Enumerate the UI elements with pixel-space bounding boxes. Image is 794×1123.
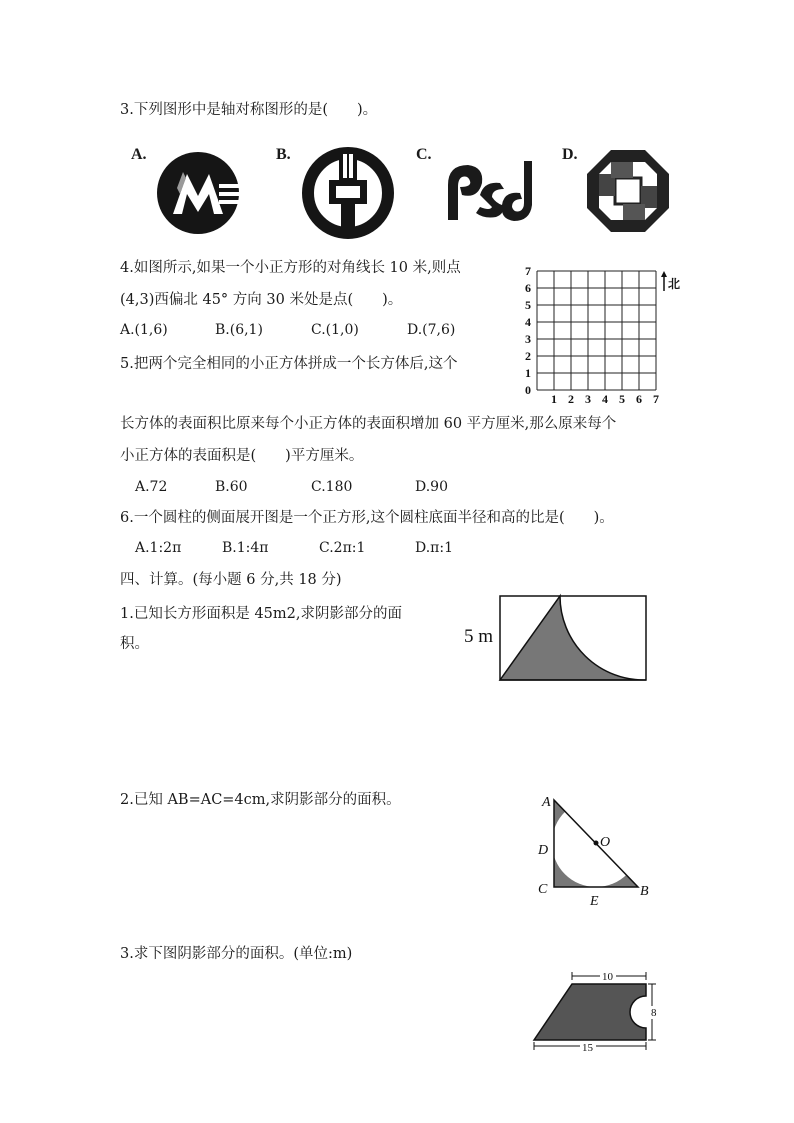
grid-x-tick-3: 3 — [585, 392, 591, 406]
grid-y-tick-5: 5 — [525, 298, 531, 312]
s4-p2-text: 2.已知 AB=AC=4cm,求阴影部分的面积。 — [120, 792, 401, 808]
q3-option-b-label: B. — [276, 146, 291, 163]
q5-choice-d: D.90 — [415, 479, 448, 495]
grid-y-tick-7: 7 — [525, 264, 531, 278]
point-b-label: B — [640, 884, 649, 899]
grid-x-tick-5: 5 — [619, 392, 625, 406]
dim-top-label: 10 — [602, 971, 613, 983]
s4-p3-text: 3.求下图阴影部分的面积。(单位:m) — [120, 946, 353, 962]
rectangle-shaded-figure — [460, 590, 655, 690]
q6-choice-d: D.π:1 — [415, 540, 454, 556]
q3-option-a-label: A. — [131, 146, 147, 163]
rect-height-label: 5 m — [464, 626, 494, 647]
q5-text-line1: 5.把两个完全相同的小正方体拼成一个长方体后,这个 — [120, 356, 458, 372]
q3-text: 3.下列图形中是轴对称图形的是( )。 — [120, 102, 378, 118]
q5-choice-c: C.180 — [311, 479, 353, 495]
q5-choice-b: B.60 — [215, 479, 248, 495]
grid-x-tick-1: 1 — [551, 392, 557, 406]
q4-text-line2: (4,3)西偏北 45° 方向 30 米处是点( )。 — [120, 292, 403, 308]
grid-x-tick-2: 2 — [568, 392, 574, 406]
grid-x-tick-4: 4 — [602, 392, 608, 406]
north-label: 北 — [668, 277, 681, 291]
q5-choice-a: A.72 — [135, 479, 168, 495]
point-a-label: A — [542, 795, 551, 810]
grid-y-tick-2: 2 — [525, 349, 531, 363]
metro-logo-icon — [155, 148, 245, 238]
point-d-label: D — [538, 843, 549, 858]
s4-p1-line2: 积。 — [120, 636, 149, 652]
grid-y-tick-4: 4 — [525, 315, 531, 329]
q6-text: 6.一个圆柱的侧面展开图是一个正方形,这个圆柱底面半径和高的比是( )。 — [120, 510, 614, 526]
q5-text-line2: 长方体的表面积比原来每个小正方体的表面积增加 60 平方厘米,那么原来每个 — [120, 416, 617, 432]
s4-p1-line1: 1.已知长方形面积是 45m2,求阴影部分的面 — [120, 606, 402, 622]
section4-heading: 四、计算。(每小题 6 分,共 18 分) — [120, 572, 342, 588]
dim-bottom-label: 15 — [582, 1042, 593, 1054]
octagon-logo-icon — [585, 148, 671, 234]
q4-choice-d: D.(7,6) — [407, 322, 456, 338]
q6-choice-a: A.1:2π — [135, 540, 182, 556]
q3-option-c-label: C. — [416, 146, 432, 163]
coordinate-grid-figure — [520, 265, 680, 405]
grid-y-tick-1: 1 — [525, 366, 531, 380]
q3-option-d-label: D. — [562, 146, 578, 163]
grid-y-tick-3: 3 — [525, 332, 531, 346]
q5-text-line3: 小正方体的表面积是( )平方厘米。 — [120, 448, 364, 464]
q6-choice-b: B.1:4π — [222, 540, 269, 556]
q4-choice-b: B.(6,1) — [215, 322, 263, 338]
point-e-label: E — [590, 894, 599, 909]
bank-logo-icon — [305, 146, 393, 236]
grid-y-tick-0: 0 — [525, 383, 531, 397]
trapezoid-shaded-figure — [520, 968, 670, 1058]
q6-choice-c: C.2π:1 — [319, 540, 366, 556]
grid-x-tick-7: 7 — [653, 392, 659, 406]
q4-text-line1: 4.如图所示,如果一个小正方形的对角线长 10 米,则点 — [120, 260, 461, 276]
point-o-label: O — [600, 835, 611, 850]
grid-y-tick-6: 6 — [525, 281, 531, 295]
dim-right-label: 8 — [651, 1007, 657, 1019]
triangle-semicircle-figure — [530, 790, 660, 910]
grid-x-tick-6: 6 — [636, 392, 642, 406]
q4-choice-a: A.(1,6) — [120, 322, 168, 338]
psd-logo-icon — [440, 155, 536, 225]
q4-choice-c: C.(1,0) — [311, 322, 359, 338]
point-c-label: C — [538, 882, 548, 897]
